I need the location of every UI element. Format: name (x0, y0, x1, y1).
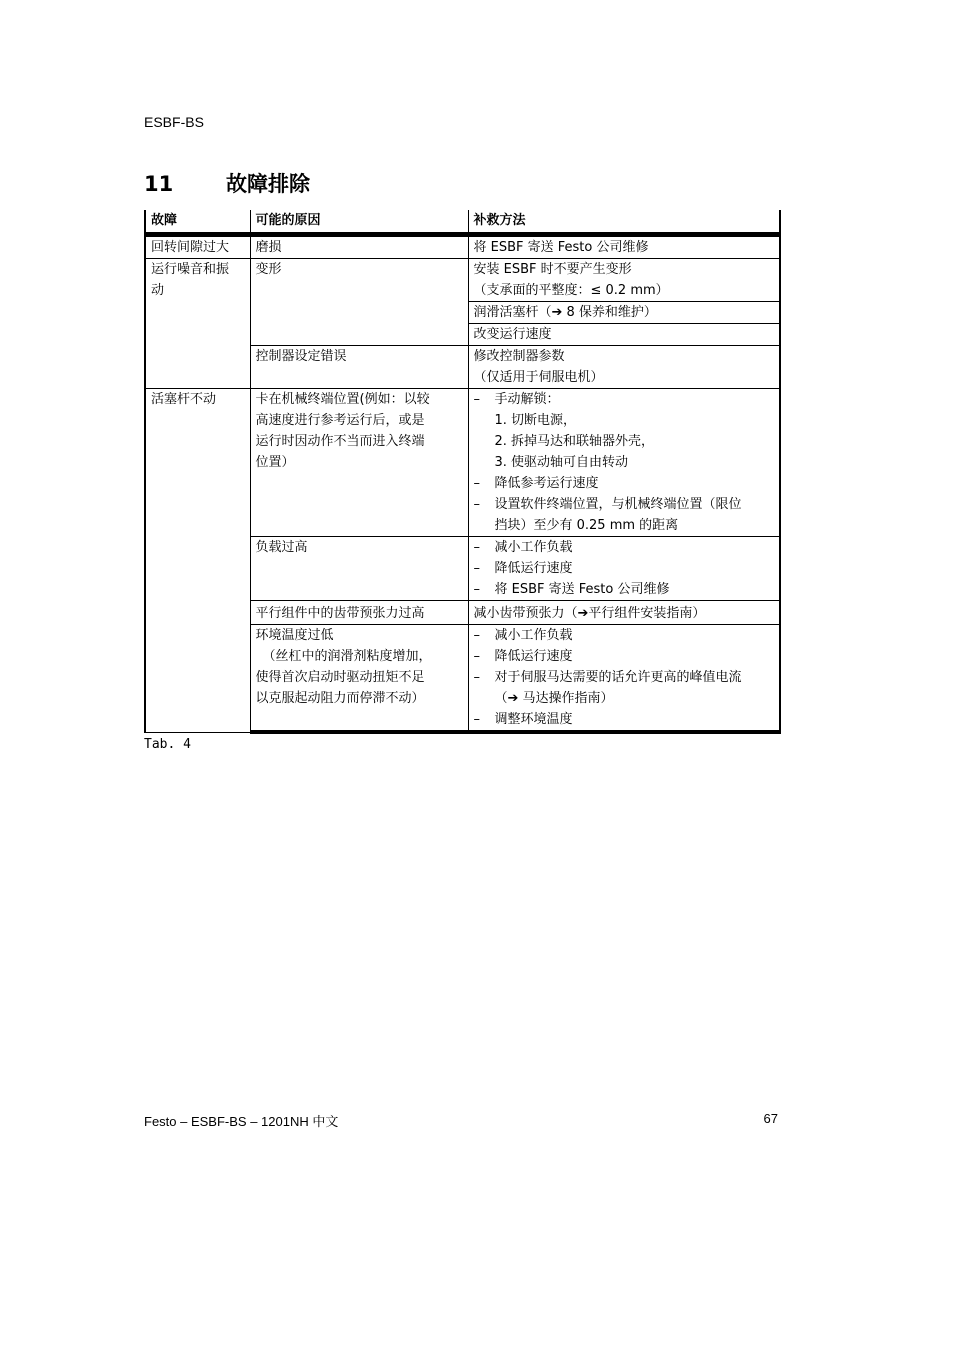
dash-item (474, 537, 780, 558)
remedy-line: （支承面的平整度：≤ 0.2 mm） (473, 283, 669, 298)
dash-item (474, 625, 780, 646)
table-row (145, 235, 780, 259)
header-remedy: 补救方法 (468, 210, 780, 235)
fault-cell: 活塞杆不动 (145, 389, 250, 733)
dash-item (474, 667, 780, 688)
table-header-row (145, 210, 780, 235)
section-heading (144, 168, 310, 198)
remedy-cell (468, 389, 780, 537)
dash-item (474, 494, 780, 515)
cause-line: 以克服起动阻力而停滞不动） (255, 691, 425, 706)
document-header: ESBF-BS (144, 114, 204, 130)
dash-item (474, 709, 780, 730)
remedy-text: 将 ESBF 寄送 Festo 公司维修 (494, 582, 670, 597)
numbered-step: 2. 拆掉马达和联轴器外壳， (494, 434, 655, 449)
dash-item (474, 646, 780, 667)
remedy-cell: 润滑活塞杆（➔ 8 保养和维护） (468, 302, 780, 324)
remedy-cell: 减小齿带预张力（➔平行组件安装指南） (468, 601, 780, 625)
remedy-text: 设置软件终端位置，与机械终端位置（限位 (494, 497, 742, 512)
remedy-cell (468, 537, 780, 601)
remedy-text: 降低运行速度 (494, 649, 573, 664)
cause-cell (250, 625, 468, 733)
troubleshooting-table (144, 210, 781, 734)
dash-item (474, 389, 780, 410)
remedy-line: 安装 ESBF 时不要产生变形 (473, 262, 632, 277)
dash-bullet: – (473, 497, 480, 512)
cause-line: 运行时因动作不当而进入终端 (255, 434, 425, 449)
remedy-text: 手动解锁： (494, 392, 560, 407)
cause-cell (250, 389, 468, 537)
header-cause: 可能的原因 (250, 210, 468, 235)
remedy-text: 对于伺服马达需要的话允许更高的峰值电流 (494, 670, 742, 685)
table-row (145, 389, 780, 537)
fault-line: 运行噪音和振 (151, 262, 230, 277)
cause-cell: 负载过高 (250, 537, 468, 601)
dash-item (474, 473, 780, 494)
footer-document-info: Festo – ESBF-BS – 1201NH 中文 (144, 1114, 339, 1129)
remedy-text: 减小工作负载 (494, 540, 573, 555)
remedy-text: 减小工作负载 (494, 628, 573, 643)
cause-line: （丝杠中的润滑剂粘度增加， (262, 649, 432, 664)
remedy-text: 降低参考运行速度 (494, 476, 599, 491)
dash-item (474, 558, 780, 579)
cause-line: 卡在机械终端位置(例如：以较 (255, 392, 430, 407)
table-caption: Tab. 4 (144, 737, 191, 752)
page-number: 67 (763, 1111, 778, 1126)
dash-bullet: – (473, 582, 480, 597)
dash-bullet: – (473, 561, 480, 576)
remedy-cell (468, 259, 780, 302)
remedy-cell (468, 346, 780, 389)
dash-bullet: – (473, 649, 480, 664)
numbered-step: 1. 切断电源， (494, 413, 577, 428)
remedy-text: 调整环境温度 (494, 712, 573, 727)
continuation-line: 挡块）至少有 0.25 mm 的距离 (494, 518, 679, 533)
remedy-line: （仅适用于伺服电机） (473, 370, 604, 385)
cause-cell: 磨损 (250, 235, 468, 259)
cause-line: 位置） (255, 455, 295, 470)
table-row (145, 259, 780, 302)
dash-bullet: – (473, 476, 480, 491)
continuation-line: （➔ 马达操作指南） (494, 691, 614, 706)
cause-cell: 平行组件中的齿带预张力过高 (250, 601, 468, 625)
cause-line: 高速度进行参考运行后，或是 (255, 413, 425, 428)
dash-bullet: – (473, 712, 480, 727)
numbered-step: 3. 使驱动轴可自由转动 (494, 455, 629, 470)
fault-cell (145, 259, 250, 389)
remedy-line: 修改控制器参数 (473, 349, 565, 364)
cause-cell: 变形 (250, 259, 468, 346)
cause-cell: 控制器设定错误 (250, 346, 468, 389)
dash-bullet: – (473, 540, 480, 555)
dash-item (474, 579, 780, 600)
dash-bullet: – (473, 392, 480, 407)
fault-line: 动 (151, 283, 165, 298)
remedy-cell: 改变运行速度 (468, 324, 780, 346)
remedy-cell (468, 625, 780, 733)
dash-bullet: – (473, 628, 480, 643)
cause-line: 环境温度过低 (255, 628, 334, 643)
header-fault: 故障 (145, 210, 250, 235)
remedy-text: 降低运行速度 (494, 561, 573, 576)
section-number: 11 (144, 172, 174, 196)
section-title: 故障排除 (226, 172, 310, 196)
cause-line: 使得首次启动时驱动扭矩不足 (255, 670, 425, 685)
dash-bullet: – (473, 670, 480, 685)
fault-cell: 回转间隙过大 (145, 235, 250, 259)
remedy-cell: 将 ESBF 寄送 Festo 公司维修 (468, 235, 780, 259)
